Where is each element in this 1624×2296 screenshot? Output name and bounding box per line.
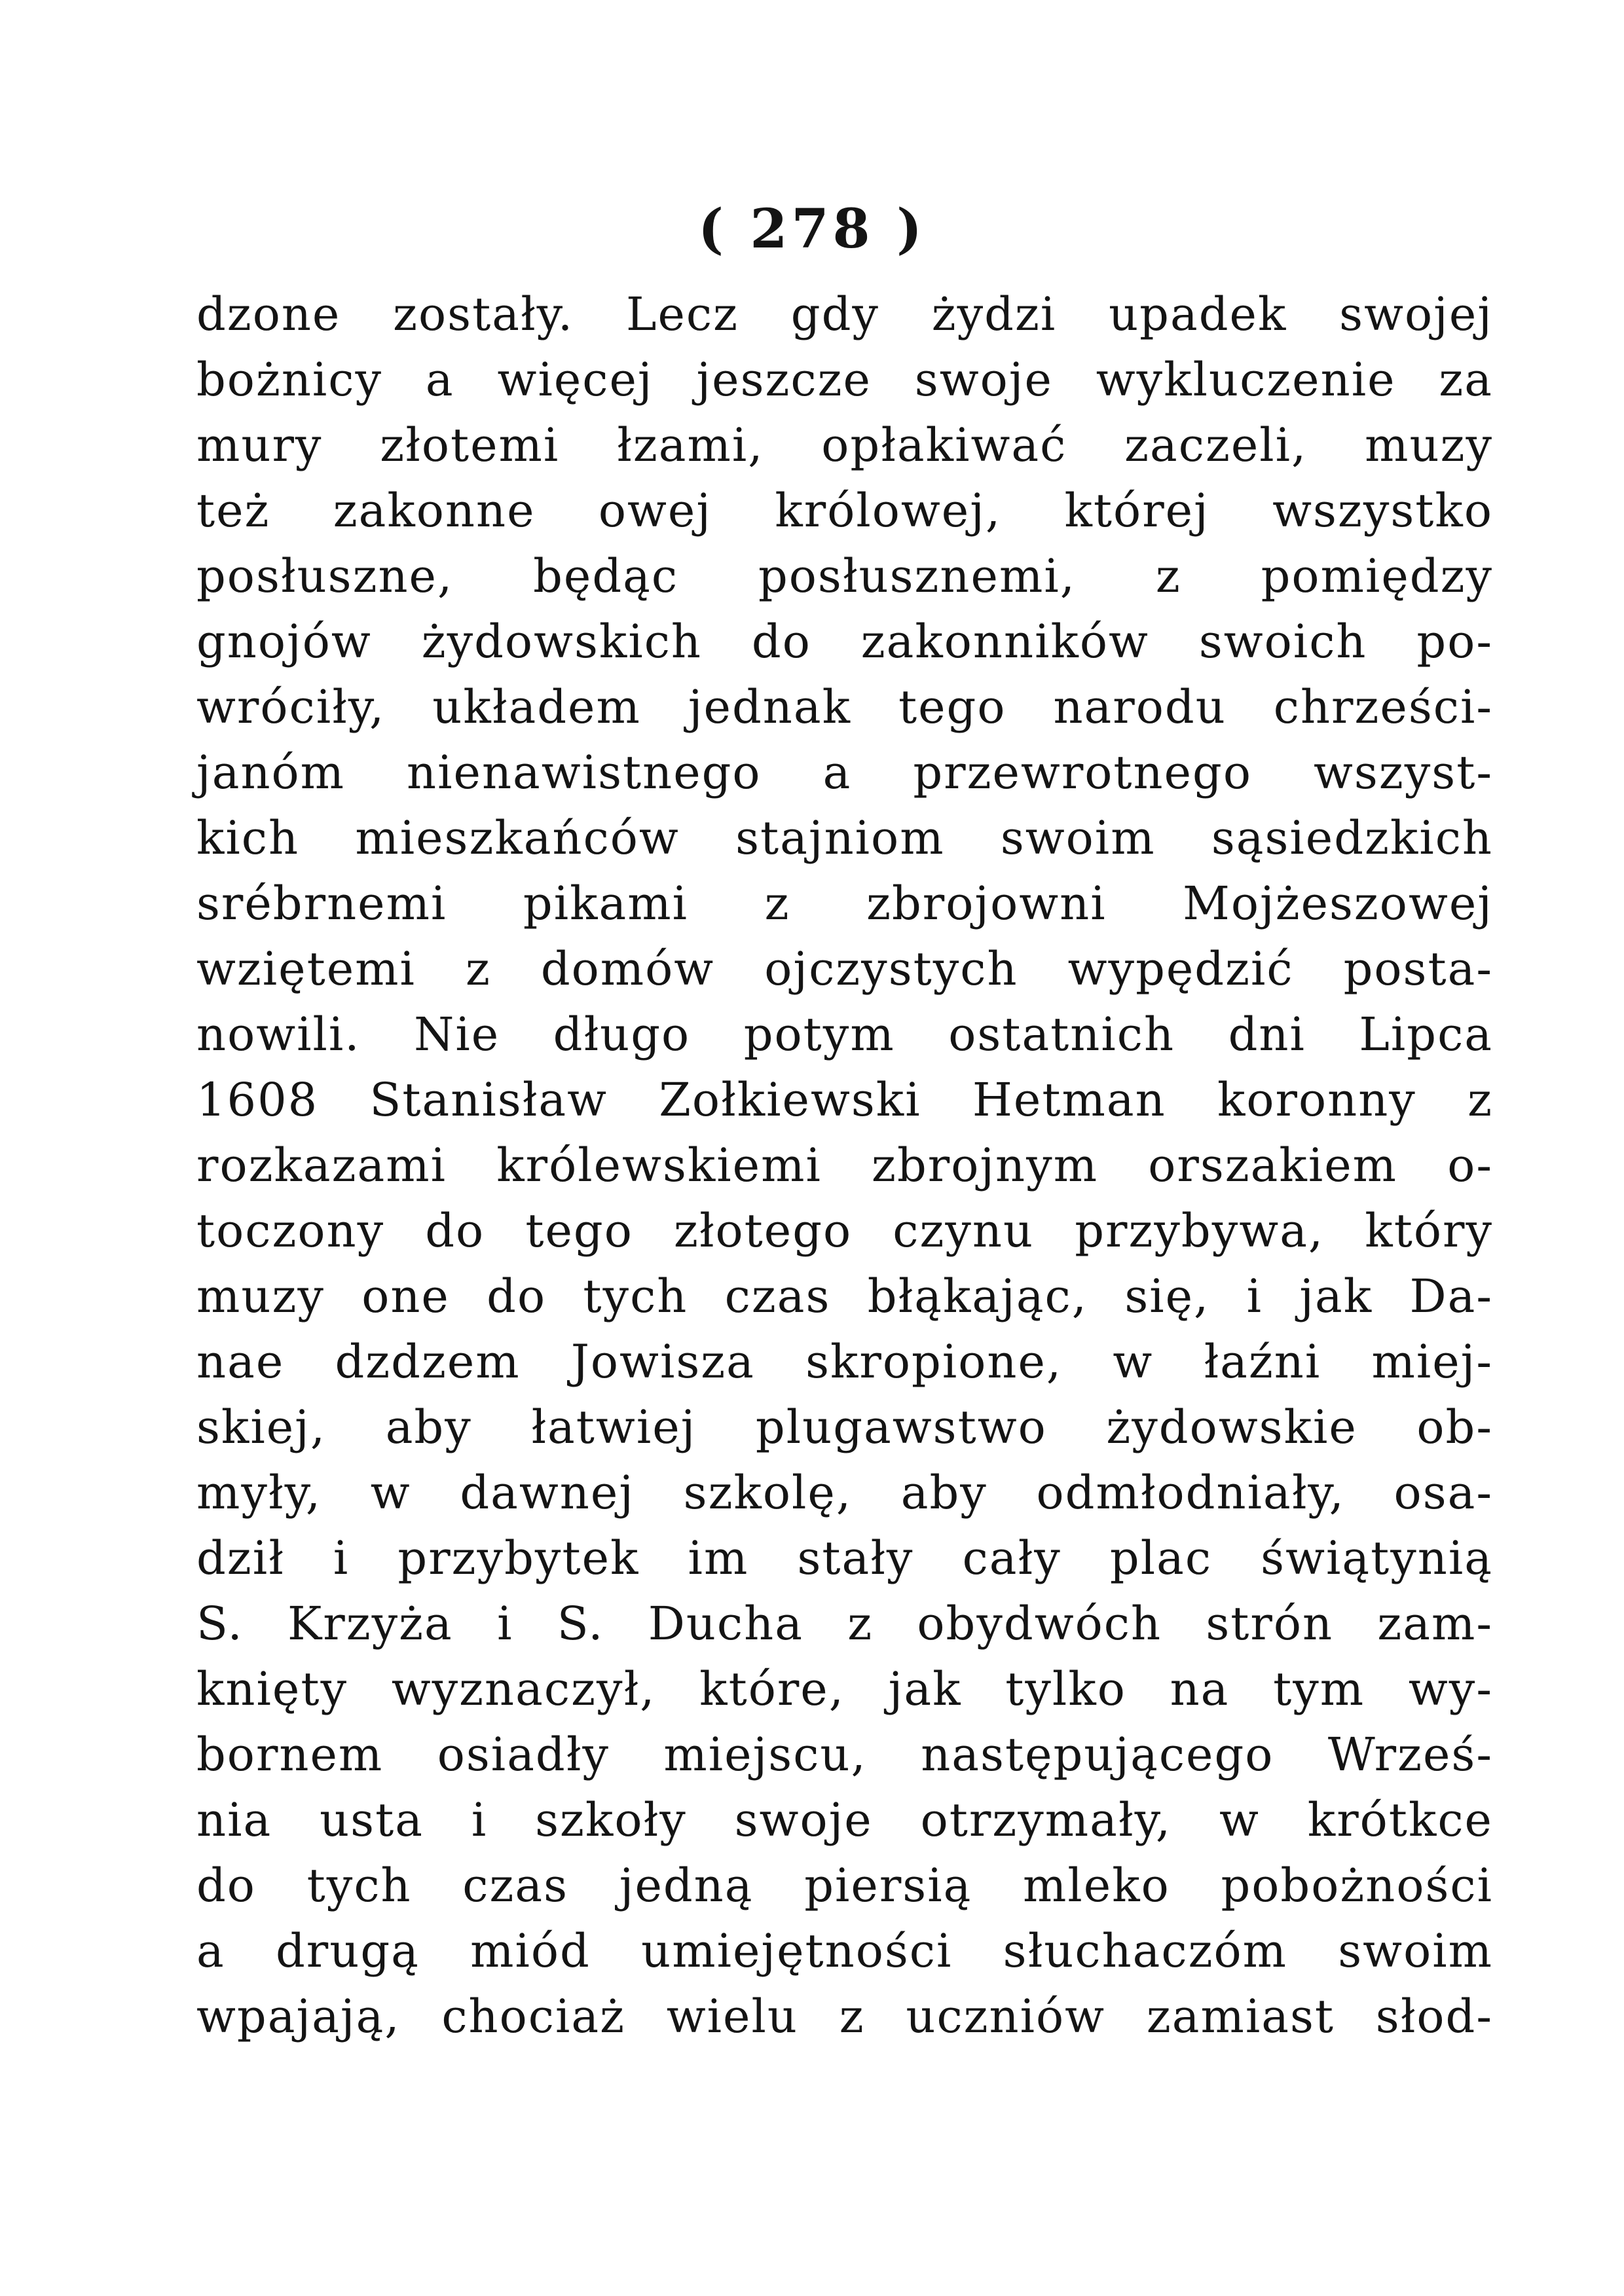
text-line: nowili. Nie długo potym ostatnich dni Lipca xyxy=(196,1008,1493,1061)
text-line: srébrnemi pikami z zbrojowni Mojżeszowej xyxy=(196,877,1493,930)
text-line: bożnicy a więcej jeszcze swoje wykluczenie za xyxy=(196,353,1493,407)
text-line: bornem osiadły miejscu, następującego Wrześ- xyxy=(196,1728,1493,1781)
text-line: toczony do tego złotego czynu przybywa, który xyxy=(196,1204,1493,1258)
text-line: dzone zostały. Lecz gdy żydzi upadek swojej xyxy=(196,287,1493,341)
text-line: 1608 Stanisław Zołkiewski Hetman koronny z xyxy=(196,1073,1493,1127)
text-line: S. Krzyża i S. Ducha z obydwóch strón zam- xyxy=(196,1597,1493,1650)
text-line: myły, w dawnej szkolę, aby odmłodniały, osa- xyxy=(196,1466,1493,1520)
text-line: wróciły, układem jednak tego narodu chrześci- xyxy=(196,680,1493,734)
text-line: wziętemi z domów ojczystych wypędzić posta- xyxy=(196,942,1493,996)
text-line: rozkazami królewskiemi zbrojnym orszakiem o- xyxy=(196,1139,1493,1192)
text-line: dził i przybytek im stały cały plac świątynią xyxy=(196,1531,1493,1585)
text-line: gnojów żydowskich do zakonników swoich po- xyxy=(196,615,1493,668)
text-line: nia usta i szkoły swoje otrzymały, w krótkce xyxy=(196,1793,1493,1847)
text-line: kich mieszkańców stajniom swoim sąsiedzkich xyxy=(196,811,1493,865)
text-line: janóm nienawistnego a przewrotnego wszyst- xyxy=(196,746,1493,799)
text-line: knięty wyznaczył, które, jak tylko na tym wy- xyxy=(196,1662,1493,1716)
text-line: muzy one do tych czas błąkając, się, i jak Da- xyxy=(196,1269,1493,1323)
text-line: wpajają, chociaż wielu z uczniów zamiast słod- xyxy=(196,1990,1493,2043)
text-line: a drugą miód umiejętności słuchaczóm swoim xyxy=(196,1924,1493,1978)
text-line: mury złotemi łzami, opłakiwać zaczeli, muzy xyxy=(196,418,1493,472)
text-line: skiej, aby łatwiej plugawstwo żydowskie ob- xyxy=(196,1400,1493,1454)
text-line: też zakonne owej królowej, której wszystko xyxy=(196,484,1493,538)
text-line: posłuszne, będąc posłusznemi, z pomiędzy xyxy=(196,549,1493,603)
body-text xyxy=(196,282,1493,2049)
text-line: do tych czas jedną piersią mleko pobożności xyxy=(196,1859,1493,1912)
page-number: ( 278 ) xyxy=(698,198,926,261)
text-line: nae dzdzem Jowisza skropione, w łaźni miej- xyxy=(196,1335,1493,1389)
